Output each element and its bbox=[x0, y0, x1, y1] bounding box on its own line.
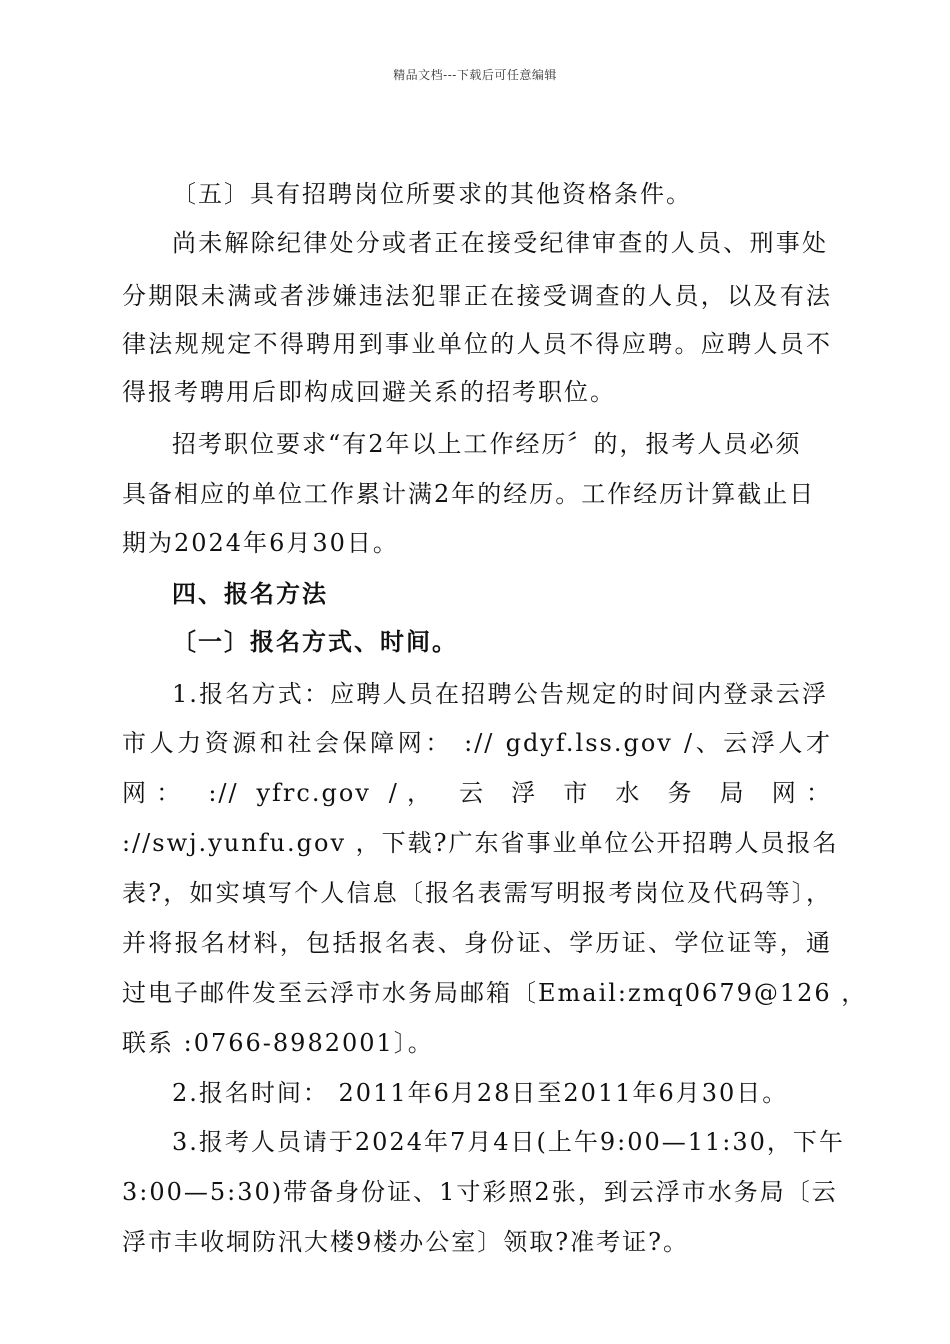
paragraph-disqualification-line-1: 尚未解除纪律处分或者正在接受纪律审查的人员、刑事处 bbox=[172, 229, 828, 257]
paragraph-admission-line-3: 浮市丰收垌防汛大楼9楼办公室〕领取?准考证?。 bbox=[122, 1228, 690, 1256]
paragraph-method-line-8: 联系 :0766-8982001〕。 bbox=[122, 1029, 434, 1057]
paragraph-admission-line-2: 3:00—5:30)带备身份证、1寸彩照2张，到云浮市水务局〔云 bbox=[122, 1178, 838, 1206]
paragraph-admission-line-1: 3.报考人员请于2024年7月4日(上午9:00—11:30，下午 bbox=[172, 1128, 845, 1156]
paragraph-method-line-4: ://swj.yunfu.gov ，下载?广东省事业单位公开招聘人员报名 bbox=[122, 829, 839, 857]
section-heading-registration: 四、报名方法 bbox=[172, 579, 328, 608]
paragraph-method-line-2: 市人力资源和社会保障网： :// gdyf.lss.gov /、云浮人才 bbox=[122, 729, 832, 757]
subsection-heading-method-time: 〔一〕报名方式、时间。 bbox=[172, 627, 458, 656]
paragraph-method-line-5: 表?，如实填写个人信息〔报名表需写明报考岗位及代码等〕， bbox=[122, 879, 832, 907]
paragraph-method-line-1: 1.报名方式：应聘人员在招聘公告规定的时间内登录云浮 bbox=[172, 680, 828, 708]
paragraph-experience-line-2: 具备相应的单位工作累计满2年的经历。工作经历计算截止日 bbox=[122, 480, 816, 508]
paragraph-disqualification-line-2: 分期限未满或者涉嫌违法犯罪正在接受调查的人员，以及有法 bbox=[122, 282, 832, 310]
paragraph-qualification-5: 〔五〕具有招聘岗位所要求的其他资格条件。 bbox=[172, 180, 692, 208]
paragraph-experience-line-1: 招考职位要求“有2年以上工作经历〞的，报考人员必须 bbox=[172, 430, 802, 458]
paragraph-registration-time: 2.报名时间： 2011年6月28日至2011年6月30日。 bbox=[172, 1079, 789, 1107]
paragraph-method-line-7: 过电子邮件发至云浮市水务局邮箱〔Email:zmq0679@126 ， bbox=[122, 979, 868, 1007]
paragraph-method-line-3: 网： :// yfrc.gov /， 云 浮 市 水 务 局 网： bbox=[122, 779, 832, 807]
paragraph-disqualification-line-4: 得报考聘用后即构成回避关系的招考职位。 bbox=[122, 378, 616, 406]
page-header: 精品文档---下载后可任意编辑 bbox=[393, 68, 557, 82]
paragraph-disqualification-line-3: 律法规规定不得聘用到事业单位的人员不得应聘。应聘人员不 bbox=[122, 330, 832, 358]
paragraph-method-line-6: 并将报名材料，包括报名表、身份证、学历证、学位证等，通 bbox=[122, 929, 832, 957]
paragraph-experience-line-3: 期为2024年6月30日。 bbox=[122, 529, 399, 557]
